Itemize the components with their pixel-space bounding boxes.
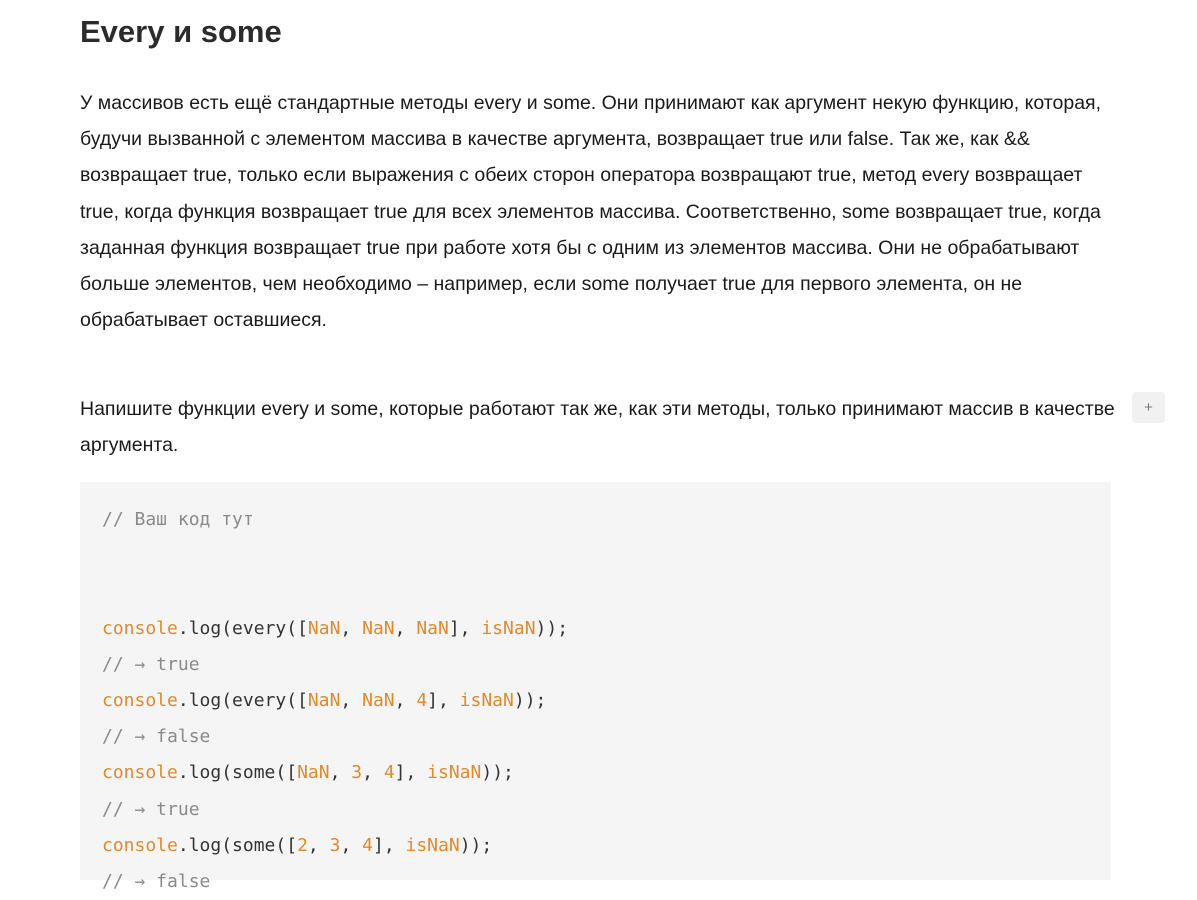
code-literal: 3 [351,762,363,784]
code-text: ], [448,617,482,639]
code-text: , [340,617,363,639]
code-comment: // Ваш код тут [102,509,254,530]
code-literal: NaN [362,689,395,711]
code-text: , [329,762,352,784]
code-identifier: isNaN [405,834,460,856]
code-literal: NaN [307,617,341,639]
code-line [102,538,1089,574]
code-identifier: isNaN [459,689,514,711]
add-button[interactable]: + [1132,392,1165,423]
code-line [102,574,1089,610]
code-literal: 4 [362,834,373,856]
code-literal: NaN [416,617,449,639]
code-line [102,864,1089,900]
code-literal: NaN [307,689,341,711]
code-text: ], [427,689,460,711]
code-text: , [307,834,330,856]
code-comment: // → false [102,870,211,892]
code-literal: 4 [383,762,395,784]
task-paragraph: Напишите функции every и some, которые работают так же, как эти методы, только принимают массив в качестве аргумента. [80,398,1115,457]
code-literal: NaN [362,617,395,639]
code-text: )); [481,762,514,784]
code-text: .log(some([ [177,762,298,784]
code-text: , [394,617,417,639]
section-heading: Every и some [80,14,282,49]
code-literal: NaN [297,762,330,784]
code-text: .log(every([ [177,617,308,639]
code-text: .log(every([ [177,689,308,711]
code-text: , [362,762,384,784]
code-identifier: isNaN [427,762,482,784]
code-text: ], [372,834,406,856]
code-literal: 4 [416,689,428,711]
code-text: , [394,689,417,711]
code-identifier: console [102,617,178,639]
code-identifier: console [102,834,178,856]
code-line [102,647,1089,683]
code-text: )); [535,617,569,639]
code-identifier: console [102,762,178,784]
code-line [102,683,1089,719]
code-text: )); [459,834,493,856]
code-text: )); [513,689,547,711]
code-comment: // → true [102,798,200,820]
code-line [102,719,1089,755]
code-text: , [340,834,363,856]
code-text: .log(some([ [177,834,298,856]
code-literal: 2 [297,834,308,856]
description-paragraph: У массивов есть ещё стандартные методы every и some. Они принимают как аргумент некую функцию, которая, будучи вызванной с элементом массива в качестве аргумента, возвращает true или false. Так же, как && возвращает true, только если выражения с обеих сторон оператора возвращают true, метод every возвращает true, когда функция возвращает true для всех элементов массива. Соответственно, some возвращает true, когда заданная функция возвращает true при работе хотя бы с одним из элементов массива. Они не обрабатывают больше элементов, чем необходимо – например, если some получает true для первого элемента, он не обрабатывает оставшиеся. [80,92,1102,332]
code-block[interactable] [80,482,1111,892]
code-line [102,611,1089,647]
code-literal: 3 [329,834,341,856]
code-line [102,792,1089,828]
code-line [102,828,1089,864]
code-identifier: console [102,689,178,711]
code-comment: // → false [102,726,211,748]
code-line [102,502,1089,538]
code-text: ], [394,762,428,784]
code-identifier: isNaN [481,617,536,639]
code-line [102,755,1089,791]
code-comment: // → true [102,653,200,675]
code-text: , [340,689,363,711]
